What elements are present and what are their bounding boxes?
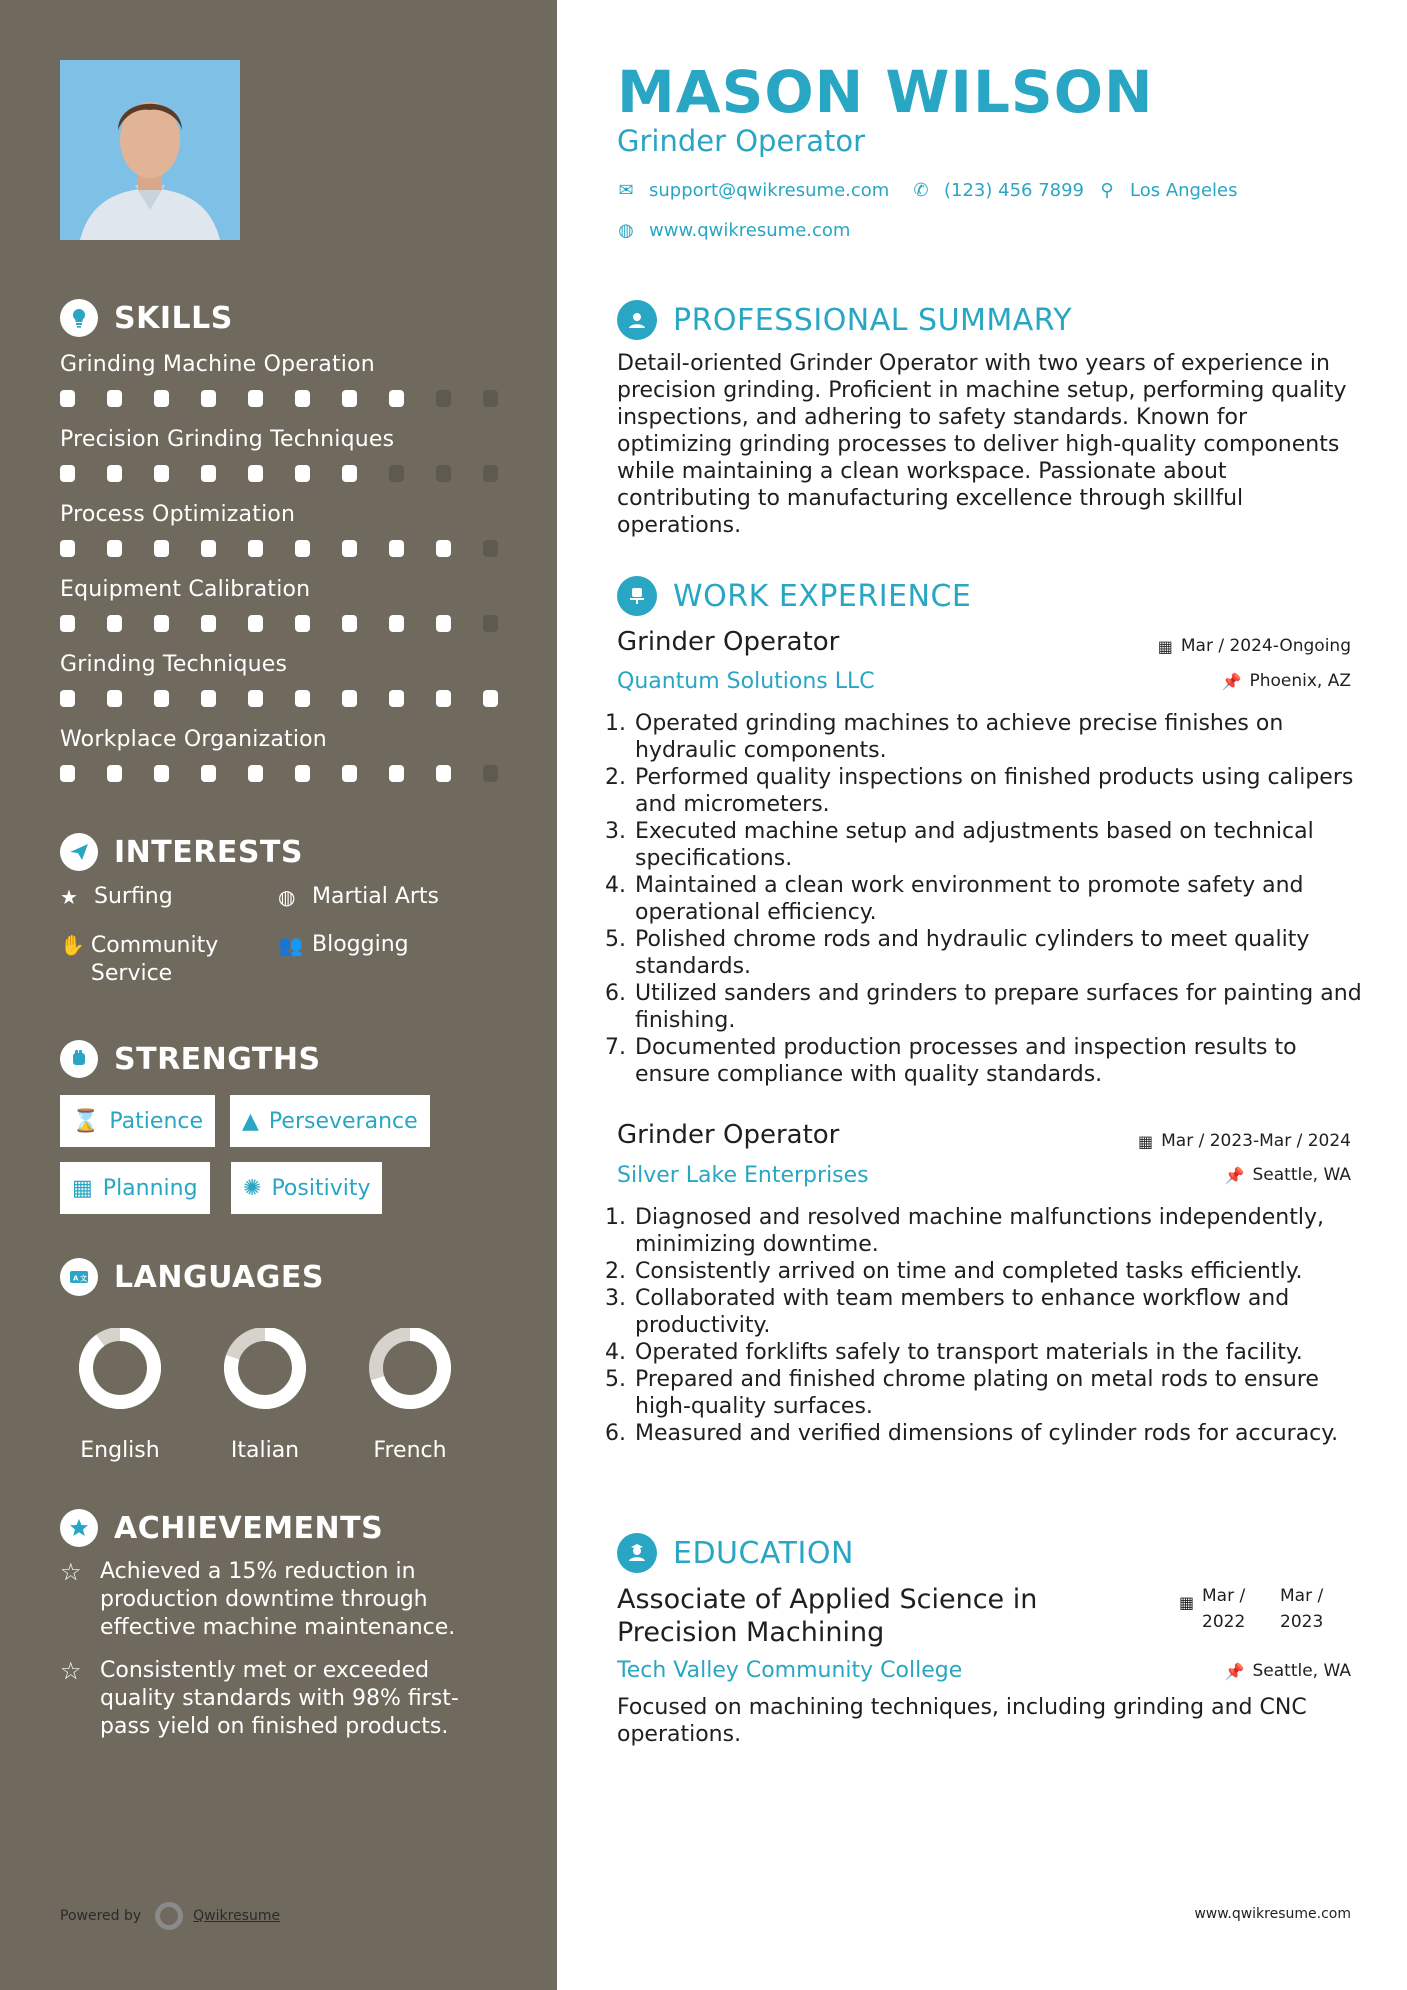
list-item: 7. Documented production processes and inspection results to ensure compliance with quality standards.	[605, 1035, 1297, 1087]
qwikresume-logo-icon	[155, 1902, 183, 1930]
skill-item	[60, 577, 500, 602]
footer-url[interactable]: www.qwikresume.com	[1194, 1906, 1351, 1922]
job-date	[1158, 636, 1351, 656]
skill-dot	[201, 540, 216, 557]
achievement-item	[60, 1657, 500, 1741]
candidate-title: Grinder Operator	[617, 124, 866, 158]
skill-dot	[107, 690, 122, 707]
website-text: www.qwikresume.com	[649, 220, 851, 241]
job-location-text: Phoenix, AZ	[1249, 671, 1351, 691]
skill-name: Grinding Machine Operation	[60, 352, 375, 377]
skill-dot	[248, 690, 263, 707]
skill-name: Workplace Organization	[60, 727, 327, 752]
skills-title: SKILLS	[114, 300, 233, 336]
main-content	[557, 0, 1407, 1990]
fist-icon	[60, 1040, 98, 1078]
skill-dot	[483, 465, 498, 482]
summary-heading	[617, 300, 1072, 340]
edu-start-year: 2022	[1202, 1612, 1246, 1632]
calendar-icon: ▦	[72, 1175, 93, 1201]
languages-title: LANGUAGES	[114, 1259, 324, 1295]
hourglass-icon: ⌛	[72, 1108, 100, 1134]
skill-dot	[107, 615, 122, 632]
edu-end-month: Mar /	[1280, 1586, 1324, 1606]
job-date	[1138, 1131, 1351, 1151]
language-item	[60, 1328, 180, 1463]
skill-dot	[483, 390, 498, 407]
skill-dot	[60, 765, 75, 782]
strengths-heading	[60, 1040, 321, 1078]
skill-dot	[248, 615, 263, 632]
user-icon	[617, 300, 657, 340]
edu-location	[1225, 1661, 1351, 1681]
skill-dot	[342, 540, 357, 557]
job-location-text: Seattle, WA	[1252, 1165, 1351, 1185]
strength-tag	[231, 1162, 382, 1214]
job-title: Grinder Operator	[617, 627, 840, 657]
skill-dot	[107, 465, 122, 482]
skill-dot	[483, 540, 498, 557]
sidebar	[0, 0, 557, 1990]
list-item: 5. Prepared and finished chrome plating on metal rods to ensure high-quality surfaces.	[605, 1367, 1319, 1419]
skill-dot	[342, 390, 357, 407]
language-ring	[350, 1328, 470, 1428]
candidate-name: MASON WILSON	[617, 58, 1154, 126]
skill-dot	[389, 615, 404, 632]
skill-dot	[483, 765, 498, 782]
skill-dot	[248, 465, 263, 482]
skill-dot	[154, 540, 169, 557]
experience-title: WORK EXPERIENCE	[673, 578, 972, 614]
skill-dot	[389, 390, 404, 407]
list-item: 1. Operated grinding machines to achieve precise finishes on hydraulic components.	[605, 711, 1284, 763]
skill-dot	[60, 465, 75, 482]
strength-tag	[60, 1162, 210, 1214]
skill-rating	[60, 615, 500, 633]
strength-label: Positivity	[271, 1175, 371, 1201]
interest-label: Blogging	[312, 932, 409, 957]
skill-dot	[60, 690, 75, 707]
location-contact	[1098, 180, 1238, 201]
svg-text:A: A	[73, 1274, 79, 1283]
language-label: French	[373, 1438, 447, 1463]
interest-item	[60, 884, 173, 910]
job-date-text: Mar / 2024-Ongoing	[1180, 636, 1351, 656]
skill-name: Precision Grinding Techniques	[60, 427, 395, 452]
interest-label: Surfing	[94, 884, 173, 909]
skill-dot	[436, 615, 451, 632]
brand-link[interactable]: Qwikresume	[193, 1908, 281, 1924]
skill-dot	[436, 765, 451, 782]
job-title: Grinder Operator	[617, 1120, 840, 1150]
phone-text: (123) 456 7899	[944, 180, 1085, 201]
email-text: support@qwikresume.com	[649, 180, 890, 201]
skill-dot	[436, 465, 451, 482]
skill-dot	[436, 690, 451, 707]
list-item: 4. Operated forklifts safely to transport materials in the facility.	[605, 1340, 1303, 1365]
strength-label: Planning	[102, 1175, 198, 1201]
strength-label: Patience	[109, 1108, 204, 1134]
language-label: English	[80, 1438, 160, 1463]
skill-dot	[107, 765, 122, 782]
strength-label: Perseverance	[268, 1108, 418, 1134]
globe-icon: ◍	[278, 885, 296, 909]
skill-dot	[248, 390, 263, 407]
skill-item	[60, 352, 500, 377]
envelope-icon: ✉	[618, 180, 634, 201]
job-bullets	[605, 710, 1377, 1088]
graduate-icon	[617, 1533, 657, 1573]
shooting-star-icon: ☆	[60, 1657, 82, 1685]
skill-name: Equipment Calibration	[60, 577, 311, 602]
job-bullets	[605, 1204, 1377, 1447]
sun-icon: ✺	[243, 1175, 262, 1201]
skill-dot	[154, 390, 169, 407]
achievements-title: ACHIEVEMENTS	[114, 1510, 384, 1546]
phone-contact[interactable]	[912, 180, 1084, 201]
list-item: 3. Executed machine setup and adjustments based on technical specifications.	[605, 819, 1314, 871]
language-item	[350, 1328, 470, 1463]
list-item: 3. Collaborated with team members to enhance workflow and productivity.	[605, 1286, 1290, 1338]
language-ring	[205, 1328, 325, 1428]
globe-icon: ◍	[618, 220, 634, 241]
achievement-text: Consistently met or exceeded quality standards with 98% first-pass yield on finished products.	[100, 1658, 459, 1739]
interest-item	[278, 884, 439, 910]
list-item: 6. Measured and verified dimensions of cylinder rods for accuracy.	[605, 1421, 1339, 1446]
skill-name: Grinding Techniques	[60, 652, 288, 677]
skill-dot	[389, 690, 404, 707]
powered-by	[60, 1902, 280, 1930]
skill-dot	[389, 765, 404, 782]
edu-end-date	[1280, 1583, 1323, 1635]
phone-icon: ✆	[913, 180, 929, 201]
skill-dot	[295, 690, 310, 707]
skill-dot	[295, 465, 310, 482]
degree-title: Associate of Applied Science in Precision Machining	[617, 1584, 1038, 1648]
profile-photo	[60, 60, 240, 240]
skill-dot	[201, 390, 216, 407]
skill-item	[60, 427, 500, 452]
skill-dot	[389, 465, 404, 482]
translate-icon	[60, 1258, 98, 1296]
edu-start-date	[1202, 1583, 1245, 1635]
svg-text:文: 文	[80, 1274, 88, 1283]
skill-item	[60, 727, 500, 752]
pin-icon: 📌	[1224, 1165, 1245, 1185]
summary-title: PROFESSIONAL SUMMARY	[673, 302, 1073, 338]
education-description: Focused on machining techniques, including grinding and CNC operations.	[617, 1695, 1307, 1747]
job-location	[1225, 1165, 1351, 1185]
skill-dot	[436, 390, 451, 407]
interest-item	[60, 932, 250, 988]
skill-rating	[60, 690, 500, 708]
skill-dot	[483, 690, 498, 707]
list-item: 4. Maintained a clean work environment to promote safety and operational efficiency.	[605, 873, 1304, 925]
skill-dot	[154, 465, 169, 482]
education-title: EDUCATION	[673, 1535, 854, 1571]
school-name: Tech Valley Community College	[617, 1658, 963, 1683]
users-icon: 👥	[278, 933, 303, 957]
summary-text: Detail-oriented Grinder Operator with two years of experience in precision grinding. Proficient in machine setup, performing quality inspections, and adhering to safety standards. Known for optimizing grinding processes to deliver high-quality components while maintaining a clean workspace. Passionate about contributing to manufacturing excellence through skillful operations.	[617, 351, 1347, 538]
skill-dot	[295, 540, 310, 557]
powered-by-label: Powered by	[60, 1908, 142, 1924]
star-icon: ★	[60, 885, 78, 909]
paper-plane-icon	[60, 833, 98, 871]
skill-dot	[295, 765, 310, 782]
star-badge-icon	[60, 1509, 98, 1547]
achievements-heading	[60, 1509, 383, 1547]
interest-label: Martial Arts	[312, 884, 440, 909]
skill-rating	[60, 465, 500, 483]
list-item: 1. Diagnosed and resolved machine malfunctions independently, minimizing downtime.	[605, 1205, 1324, 1257]
calendar-icon: ▦	[1137, 1131, 1154, 1151]
list-item: 2. Consistently arrived on time and completed tasks efficiently.	[605, 1259, 1303, 1284]
skill-dot	[60, 615, 75, 632]
skill-dot	[295, 390, 310, 407]
skill-dot	[295, 615, 310, 632]
interest-label: Community Service	[90, 933, 219, 986]
skill-item	[60, 502, 500, 527]
interests-heading	[60, 833, 303, 871]
skill-dot	[389, 540, 404, 557]
map-pin-icon: ⚲	[1100, 180, 1114, 201]
road-icon: ▲	[242, 1108, 259, 1134]
skill-dot	[60, 540, 75, 557]
interests-title: INTERESTS	[114, 834, 303, 870]
languages-heading	[60, 1258, 324, 1296]
skill-dot	[107, 390, 122, 407]
skill-name: Process Optimization	[60, 502, 296, 527]
skill-dot	[342, 765, 357, 782]
skill-rating	[60, 390, 500, 408]
skill-dot	[436, 540, 451, 557]
skill-dot	[342, 690, 357, 707]
website-contact[interactable]	[617, 220, 850, 241]
edu-start-month: Mar /	[1202, 1586, 1246, 1606]
job-date-text: Mar / 2023-Mar / 2024	[1161, 1131, 1351, 1151]
list-item: 6. Utilized sanders and grinders to prepare surfaces for painting and finishing.	[605, 981, 1362, 1033]
interest-item	[278, 932, 409, 958]
skill-item	[60, 652, 500, 677]
skill-rating	[60, 540, 500, 558]
list-item: 2. Performed quality inspections on finished products using calipers and micrometers.	[605, 765, 1354, 817]
pin-icon: 📌	[1221, 671, 1242, 691]
job-company: Quantum Solutions LLC	[617, 669, 875, 694]
skill-dot	[248, 765, 263, 782]
skill-dot	[248, 540, 263, 557]
skill-dot	[201, 465, 216, 482]
email-contact[interactable]	[617, 180, 889, 201]
list-item: 5. Polished chrome rods and hydraulic cylinders to meet quality standards.	[605, 927, 1310, 979]
location-text: Los Angeles	[1130, 180, 1238, 201]
skill-rating	[60, 765, 500, 783]
hand-icon: ✋	[60, 933, 85, 957]
language-label: Italian	[230, 1438, 300, 1463]
strength-tag	[60, 1095, 215, 1147]
skill-dot	[107, 540, 122, 557]
job-location	[1222, 671, 1351, 691]
edu-location-text: Seattle, WA	[1252, 1661, 1351, 1681]
shooting-star-icon: ☆	[60, 1558, 82, 1586]
skill-dot	[201, 615, 216, 632]
edu-end-year: 2023	[1280, 1612, 1324, 1632]
chair-icon	[617, 576, 657, 616]
strength-tag	[230, 1095, 430, 1147]
skill-dot	[154, 615, 169, 632]
skill-dot	[483, 615, 498, 632]
strengths-title: STRENGTHS	[114, 1041, 321, 1077]
skill-dot	[60, 390, 75, 407]
skill-dot	[201, 765, 216, 782]
skill-dot	[342, 465, 357, 482]
skill-dot	[342, 615, 357, 632]
ring-fill	[86, 1334, 154, 1402]
calendar-icon: ▦	[1157, 636, 1173, 656]
skills-heading	[60, 299, 233, 337]
skill-dot	[154, 765, 169, 782]
skill-dot	[154, 690, 169, 707]
language-item	[205, 1328, 325, 1463]
language-ring	[60, 1328, 180, 1428]
calendar-icon: ▦	[1179, 1593, 1195, 1612]
lightbulb-icon	[60, 299, 98, 337]
job-company: Silver Lake Enterprises	[617, 1163, 869, 1188]
experience-heading	[617, 576, 971, 616]
achievement-item	[60, 1558, 500, 1642]
education-heading	[617, 1533, 854, 1573]
skill-dot	[201, 690, 216, 707]
achievement-text: Achieved a 15% reduction in production downtime through effective machine maintenance.	[100, 1559, 456, 1640]
pin-icon: 📌	[1224, 1661, 1245, 1681]
